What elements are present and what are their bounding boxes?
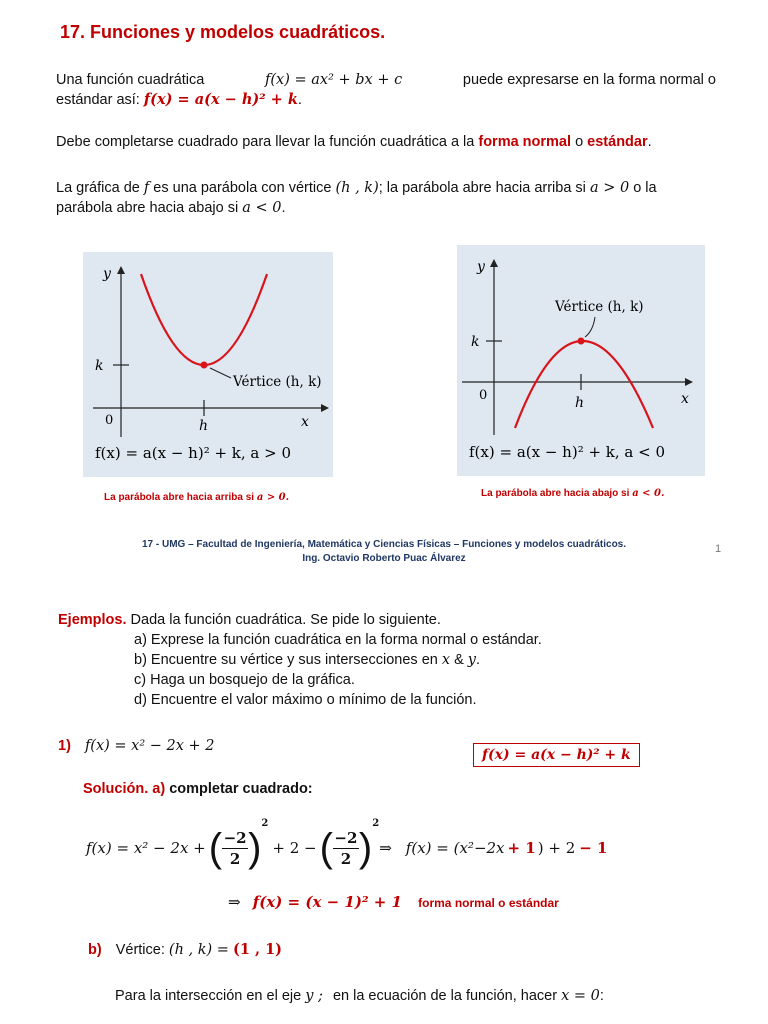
parabola-text-3: ; la parábola abre hacia arriba si [378, 180, 586, 196]
intro-line-2 [56, 90, 716, 110]
vertex-text: Vértice: [115, 942, 165, 958]
fraction-1-den: 2 [229, 849, 241, 868]
parabola-text-2: es una parábola con vértice [153, 180, 332, 196]
y-label: y [477, 259, 485, 275]
item-b-text: b) Encuentre su vértice y sus intersecciones en [134, 652, 438, 668]
intro-text-2: puede expresarse en la forma normal o [462, 72, 716, 88]
parabola-text-1: La gráfica de [56, 180, 140, 196]
result-line [228, 893, 559, 911]
eq-plus2: + 2 − [272, 839, 317, 857]
item-b-dot: . [476, 652, 481, 668]
estandar-highlight: estándar [587, 134, 648, 150]
complete-text-2: o [575, 134, 584, 150]
x-axis-arrow [685, 378, 693, 386]
eq-right-a: f(x) = (x²−2x [405, 839, 505, 857]
item-b-y: y [467, 652, 476, 668]
fraction-1-bar [222, 848, 248, 849]
eq-right-d: − 1 [579, 839, 608, 857]
fraction-1 [222, 829, 248, 868]
origin-label: 0 [479, 388, 488, 403]
solution-line [83, 779, 313, 799]
solution-text: completar cuadrado: [169, 781, 313, 797]
result-formula: f(x) = (x − 1)² + 1 [252, 893, 402, 911]
h-label: h [199, 418, 209, 434]
fraction-2 [333, 829, 359, 868]
paren-open-1: ( [208, 825, 223, 870]
intersection-line [115, 986, 604, 1006]
forma-normal-highlight: forma normal [478, 134, 572, 150]
caption-upward-text: La parábola abre hacia arriba si [104, 492, 255, 503]
page-footer [0, 538, 768, 566]
parabola-text-5: parábola abre hacia abajo si [56, 200, 239, 216]
parabola-f: f [143, 180, 150, 196]
intro-line-1 [56, 70, 716, 90]
item-b [134, 650, 542, 670]
paren-close-2: ) [358, 825, 373, 870]
intro-formula-general: f(x) = ax² + bx + c [265, 72, 403, 88]
example-1-number: 1) [58, 738, 71, 754]
k-label: k [95, 358, 104, 374]
caption-upward-cond: a > 0. [256, 492, 290, 503]
graph-formula: f(x) = a(x − h)² + k, a < 0 [469, 443, 666, 461]
item-d: d) Encuentre el valor máximo o mínimo de la función. [134, 692, 477, 708]
paren-open-2: ( [319, 825, 333, 870]
origin-label: 0 [105, 413, 114, 428]
ejemplos-intro [58, 610, 441, 630]
standard-form-box: f(x) = a(x − h)² + k [473, 743, 640, 767]
complete-dot: . [647, 134, 652, 150]
eq-right-c: ) + 2 [537, 839, 576, 857]
vertex-pointer [210, 368, 231, 378]
result-arrow: ⇒ [228, 893, 241, 911]
vertex-point [201, 362, 208, 369]
intro-formula-standard: f(x) = a(x − h)² + k [143, 91, 298, 108]
parabola-text-6: . [281, 200, 286, 216]
item-b-amp: & [454, 652, 464, 668]
vertex-label: Vértice (h, k) [233, 374, 322, 390]
item-a: a) Exprese la función cuadrática en la forma normal o estándar. [134, 632, 542, 648]
caption-downward-text: La parábola abre hacia abajo si [481, 488, 630, 499]
graph-downward-svg [457, 245, 705, 476]
fraction-2-bar [333, 848, 359, 849]
fraction-1-num: −2 [223, 828, 247, 847]
parabola-cond-down: a < 0 [242, 200, 282, 216]
h-label: h [575, 395, 585, 411]
part-b-label: b) [88, 942, 102, 958]
parabola-cond-up: a > 0 [589, 180, 630, 196]
vertex-line [88, 940, 282, 960]
exponent-1: 2 [261, 818, 269, 829]
parabola-down-curve [515, 341, 653, 428]
example-1-function: f(x) = x² − 2x + 2 [84, 738, 215, 754]
complete-square-sentence [56, 132, 652, 152]
intro-paragraph [56, 70, 716, 110]
graph-formula: f(x) = a(x − h)² + k, a > 0 [95, 444, 292, 462]
fraction-2-den: 2 [340, 849, 352, 868]
k-label: k [471, 334, 480, 350]
parabola-text-4: o la [633, 180, 657, 196]
caption-downward [481, 488, 664, 499]
footer-line-2: Ing. Octavio Roberto Puac Álvarez [302, 553, 466, 564]
eq-right-b: + 1 [507, 839, 536, 857]
eq-arrow: ⇒ [379, 839, 392, 857]
graph-upward-svg [83, 252, 333, 477]
intro-text-3: estándar así: [56, 92, 140, 108]
page-title: 17. Funciones y modelos cuadráticos. [60, 22, 386, 42]
vertex-pointer [585, 317, 595, 337]
y-axis-arrow [117, 266, 125, 274]
intersection-colon: : [599, 988, 604, 1004]
intersection-y: y ; [305, 988, 323, 1004]
example-1-header [58, 736, 215, 756]
intersection-text-1: Para la intersección en el eje [115, 988, 302, 1004]
fraction-2-num: −2 [334, 828, 358, 847]
y-axis-arrow [490, 259, 498, 267]
solution-label: Solución. [83, 781, 149, 797]
exponent-2: 2 [372, 818, 380, 829]
intro-text-1: Una función cuadrática [56, 72, 205, 88]
x-label: x [681, 391, 689, 407]
y-label: y [103, 266, 111, 282]
parabola-paragraph [56, 178, 726, 218]
ejemplos-intro-text: Dada la función cuadrática. Se pide lo siguiente. [130, 612, 441, 628]
vertex-label: Vértice (h, k) [555, 299, 644, 315]
caption-downward-cond: a < 0. [632, 488, 665, 499]
page-number: 1 [715, 543, 722, 555]
intersection-x0: x = 0 [561, 988, 600, 1004]
x-label: x [301, 414, 309, 430]
solution-part-a: a) [152, 781, 166, 797]
paren-close-1: ) [248, 825, 262, 870]
intersection-text-2: en la ecuación de la función, hacer [332, 988, 558, 1004]
x-axis-arrow [321, 404, 329, 412]
footer-line-1: 17 - UMG – Facultad de Ingeniería, Matemática y Ciencias Físicas – Funciones y modelos cuadráticos. [141, 539, 627, 550]
item-b-x: x [441, 652, 451, 668]
complete-text-1: Debe completarse cuadrado para llevar la función cuadrática a la [56, 134, 475, 150]
item-c: c) Haga un bosquejo de la gráfica. [134, 672, 355, 688]
parabola-vertex-hk: (h , k) [335, 180, 379, 196]
vertex-hk: (h , k) = [168, 942, 229, 958]
completing-square-equation [86, 818, 607, 878]
ejemplos-label: Ejemplos. [58, 612, 127, 628]
graph-upward-parabola [83, 252, 333, 477]
eq-left: f(x) = x² − 2x + [86, 839, 206, 857]
caption-upward [104, 492, 289, 503]
vertex-point [578, 338, 585, 345]
intro-dot: . [297, 92, 302, 108]
result-label: forma normal o estándar [418, 896, 559, 910]
parabola-line-1 [56, 178, 726, 198]
ejemplos-list [134, 630, 542, 710]
graph-downward-parabola [457, 245, 705, 476]
parabola-up-curve [141, 274, 267, 365]
parabola-line-2 [56, 198, 726, 218]
vertex-value: (1 , 1) [232, 941, 283, 958]
